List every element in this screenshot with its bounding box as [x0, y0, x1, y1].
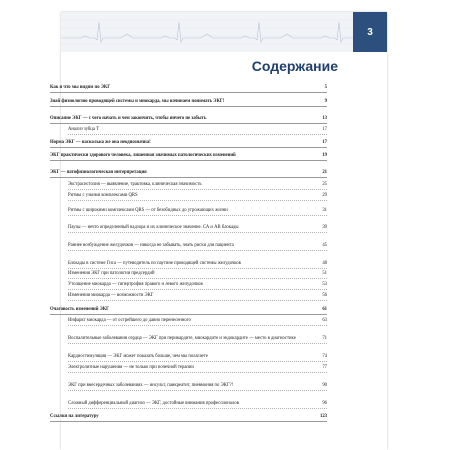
- toc-entry[interactable]: [50, 354, 327, 360]
- toc-entry[interactable]: [50, 153, 327, 159]
- toc-divider: [50, 92, 327, 93]
- toc-entry-page: 77: [322, 365, 327, 370]
- toc-divider: [50, 160, 327, 161]
- toc-entry-page: 17: [322, 127, 327, 132]
- toc-divider: [68, 361, 327, 362]
- toc-entry-title: Знай физиологию проводящей системы и миокарда, мы начинаем понимать ЭКГ!: [50, 99, 225, 104]
- toc-entry-page: 53: [322, 282, 327, 287]
- toc-entry-title: Анализ зубца Т: [68, 127, 99, 132]
- toc-entry-page: 29: [322, 193, 327, 198]
- toc-entry-page: 63: [322, 318, 327, 323]
- toc-divider: [68, 200, 327, 201]
- toc-entry-title: Ритмы с узкими комплексами QRS: [68, 193, 138, 198]
- toc-entry-page: 39: [322, 225, 327, 230]
- toc-entry-title: Описание ЭКГ — с чего начать и чем закончить, чтобы ничего не забыть: [50, 116, 207, 121]
- toc-entry[interactable]: [50, 127, 327, 133]
- toc-entry-title: Очаговость изменений ЭКГ: [50, 307, 110, 312]
- toc-entry-page: 17: [322, 140, 327, 145]
- toc-entry[interactable]: [50, 271, 327, 277]
- toc-entry-title: ЭКГ — патофизиологическая интерпретация: [50, 170, 147, 175]
- toc-entry[interactable]: [50, 336, 327, 342]
- toc-entry-title: Утолщение миокарда — гипертрофия правого и левого желудочков: [68, 282, 203, 287]
- toc-divider: [68, 232, 327, 233]
- toc-entry-page: 31: [322, 208, 327, 213]
- page-title: Содержание: [251, 58, 338, 74]
- toc-entry[interactable]: [50, 414, 327, 420]
- toc-entry-title: Блокады в системе Гиса — путеводитель по паутине проводящей системы желудочков: [68, 261, 241, 266]
- toc-entry-title: Воспалительные заболевания сердца — ЭКГ при перикардите, миокардите и эндокардите — место в диагностике: [68, 336, 296, 341]
- page-number-badge: 3: [353, 12, 387, 52]
- toc-entry-page: 71: [322, 336, 327, 341]
- toc-entry-page: 5: [324, 85, 327, 90]
- toc-entry[interactable]: [50, 170, 327, 176]
- toc-divider: [50, 106, 327, 107]
- ekg-grid-header: [61, 12, 387, 52]
- toc-entry[interactable]: [50, 383, 327, 389]
- toc-entry-page: 56: [322, 293, 327, 298]
- toc-entry-title: Раннее возбуждение желудочков — никогда не забывать, знать риски для пациента: [68, 243, 234, 248]
- toc-entry[interactable]: [50, 261, 327, 267]
- toc-entry-title: ЭКГ при внесердечных заболеваниях — инсульт, панкреатит, пневмония по ЭКГ?!: [68, 383, 234, 388]
- toc-entry[interactable]: [50, 307, 327, 313]
- toc-divider: [68, 300, 327, 301]
- toc-entry[interactable]: [50, 225, 327, 231]
- toc-entry-title: Сложный дифференциальный диагноз — ЭКГ, достойные внимания профессионалов: [68, 401, 239, 406]
- toc-entry-title: Паузы — нечто определенный надзора и их клиническое значение. СА и АВ блокады: [68, 225, 239, 230]
- toc-divider: [68, 134, 327, 135]
- toc-entry-title: Ритмы с широкими комплексами QRS — от безобидных до угрожающих жизни: [68, 208, 228, 213]
- toc-divider: [68, 278, 327, 279]
- toc-entry[interactable]: [50, 293, 327, 299]
- toc-divider: [68, 325, 327, 326]
- toc-entry-page: 96: [322, 401, 327, 406]
- toc-entry[interactable]: [50, 282, 327, 288]
- toc-divider: [68, 408, 327, 409]
- toc-entry-title: Как и что мы видим по ЭКГ: [50, 85, 111, 90]
- toc-entry[interactable]: [50, 85, 327, 91]
- toc-entry-page: 74: [322, 354, 327, 359]
- toc-entry-title: ЭКГ практически здорового человека, лишенная значимых патологических изменений: [50, 153, 236, 158]
- toc-divider: [50, 147, 327, 148]
- toc-divider: [50, 421, 327, 422]
- toc-divider: [68, 268, 327, 269]
- toc-entry-title: Электролитные нарушения — не только при почечной терапии: [68, 365, 194, 370]
- toc-entry[interactable]: [50, 193, 327, 199]
- toc-entry-title: Изменения миокарда — возможности ЭКГ: [68, 293, 154, 298]
- toc-divider: [68, 215, 327, 216]
- toc-entry-title: Кардиостимуляция — ЭКГ может показать больше, чем мы полагаете: [68, 354, 208, 359]
- toc-entry[interactable]: [50, 318, 327, 324]
- toc-entry-page: 51: [322, 271, 327, 276]
- toc-divider: [68, 189, 327, 190]
- toc-entry-page: 13: [322, 116, 327, 121]
- toc-entry-title: Изменения ЭКГ при патологии предсердий: [68, 271, 155, 276]
- toc-divider: [68, 250, 327, 251]
- toc-entry[interactable]: [50, 365, 327, 371]
- toc-entry-page: 21: [322, 170, 327, 175]
- toc-entry[interactable]: [50, 99, 327, 105]
- toc-divider: [68, 390, 327, 391]
- toc-divider: [50, 177, 327, 178]
- toc-entry-page: 123: [319, 414, 327, 419]
- toc-entry[interactable]: [50, 182, 327, 188]
- toc-entry-page: 61: [322, 307, 327, 312]
- toc-divider: [68, 289, 327, 290]
- toc-entry-title: Экстрасистолия — выявление, трактовка, клиническая значимость: [68, 182, 202, 187]
- toc-entry-page: 48: [322, 261, 327, 266]
- toc-entry[interactable]: [50, 401, 327, 407]
- toc-entry-page: 45: [322, 243, 327, 248]
- toc-entry[interactable]: [50, 208, 327, 214]
- toc-divider: [50, 123, 327, 124]
- toc-entry-title: Ссылки на литературу: [50, 414, 99, 419]
- toc-entry-title: Инфаркт миокарда — от острейшего до давно перенесенного: [68, 318, 191, 323]
- toc-entry-page: 19: [322, 153, 327, 158]
- toc-entry-page: 25: [322, 182, 327, 187]
- toc-entry[interactable]: [50, 116, 327, 122]
- toc-entry[interactable]: [50, 140, 327, 146]
- toc-divider: [68, 372, 327, 373]
- toc-entry-page: 9: [324, 99, 327, 104]
- toc-entry-title: Норма ЭКГ — насколько же она неоднозначна!: [50, 140, 151, 145]
- toc-entry[interactable]: [50, 243, 327, 249]
- toc-entry-page: 90: [322, 383, 327, 388]
- toc-divider: [68, 343, 327, 344]
- toc-divider: [50, 314, 327, 315]
